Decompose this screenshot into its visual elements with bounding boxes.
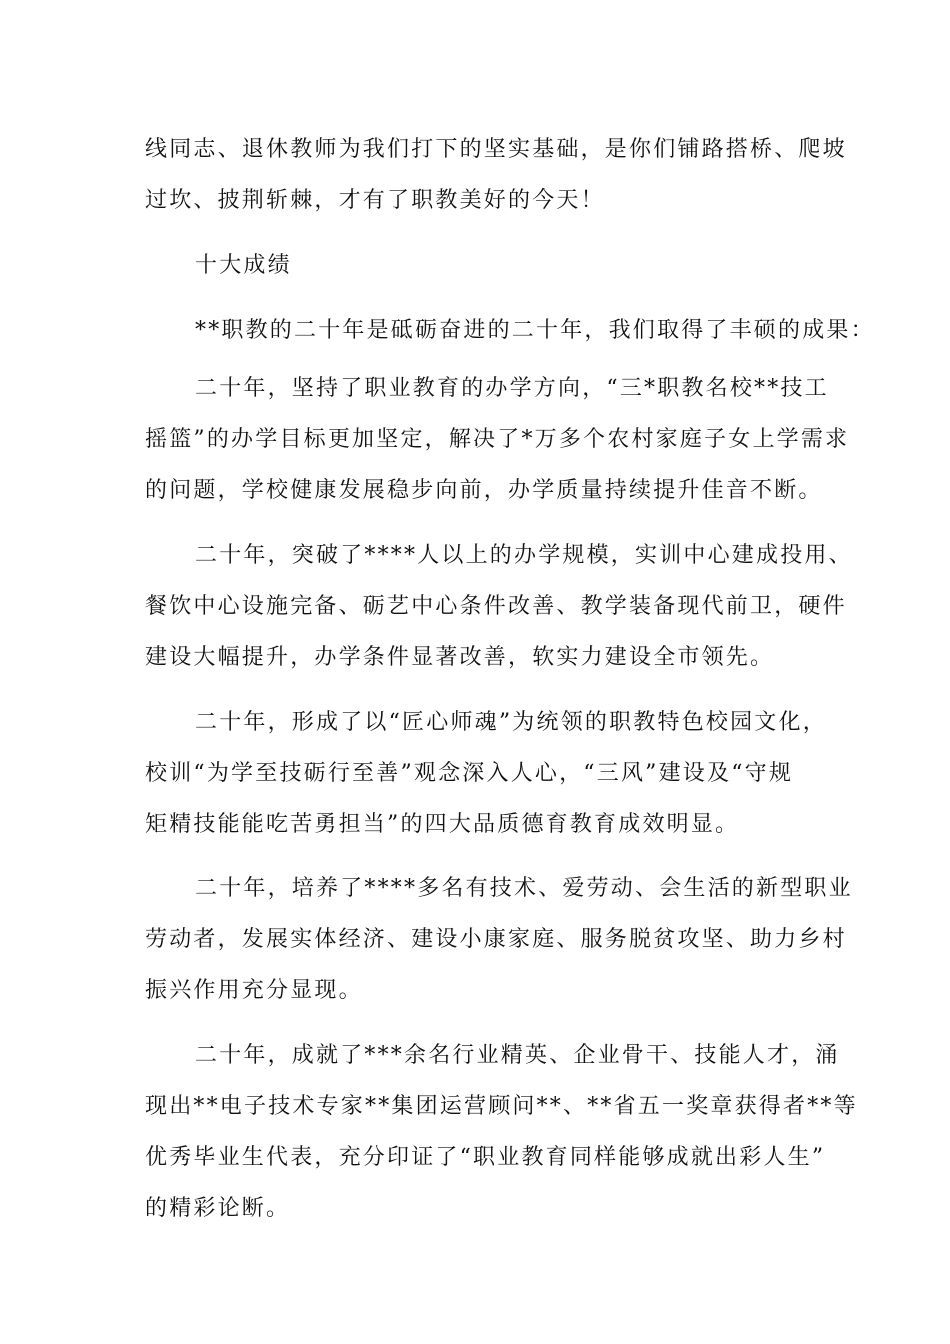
paragraph-first-line: **职教的二十年是砥砺奋进的二十年，我们取得了丰硕的成果： (195, 318, 875, 343)
paragraph-first-line: 二十年，成就了***余名行业精英、企业骨干、技能人才，涌 (195, 1043, 840, 1068)
paragraph-first-line: 二十年，形成了以“匠心师魂”为统领的职教特色校园文化， (195, 710, 827, 735)
text-line: 现出**电子技术专家**集团运营顾问**、**省五一奖章获得者**等 (145, 1094, 858, 1119)
text-line: 的精彩论断。 (145, 1196, 291, 1221)
paragraph-first-line: 二十年，坚持了职业教育的办学方向，“三*职教名校**技工 (195, 376, 829, 401)
text-line: 建设大幅提升，办学条件显著改善，软实力建设全市领先。 (145, 645, 775, 670)
text-line: 校训“为学至技砺行至善”观念深入人心，“三风”建设及“守规 (145, 761, 794, 786)
text-line: 振兴作用充分显现。 (145, 978, 363, 1003)
text-line: 过坎、披荆斩棘，才有了职教美好的今天！ (145, 188, 605, 213)
paragraph-first-line: 二十年，突破了****人以上的办学规模，实训中心建成投用、 (195, 543, 853, 568)
text-line: 优秀毕业生代表，充分印证了“职业教育同样能够成就出彩人生” (145, 1145, 826, 1170)
paragraph-first-line: 二十年，培养了****多名有技术、爱劳动、会生活的新型职业 (195, 876, 853, 901)
text-line: 摇篮”的办学目标更加坚定，解决了*万多个农村家庭子女上学需求 (145, 427, 850, 452)
text-line: 矩精技能能吃苦勇担当”的四大品质德育教育成效明显。 (145, 812, 740, 837)
text-line: 的问题，学校健康发展稳步向前，办学质量持续提升佳音不断。 (145, 478, 823, 503)
section-heading: 十大成绩 (195, 253, 292, 278)
text-line: 餐饮中心设施完备、砺艺中心条件改善、教学装备现代前卫，硬件 (145, 594, 847, 619)
text-line: 线同志、退休教师为我们打下的坚实基础，是你们铺路搭桥、爬坡 (145, 137, 847, 162)
text-line: 劳动者，发展实体经济、建设小康家庭、服务脱贫攻坚、助力乡村 (145, 927, 847, 952)
